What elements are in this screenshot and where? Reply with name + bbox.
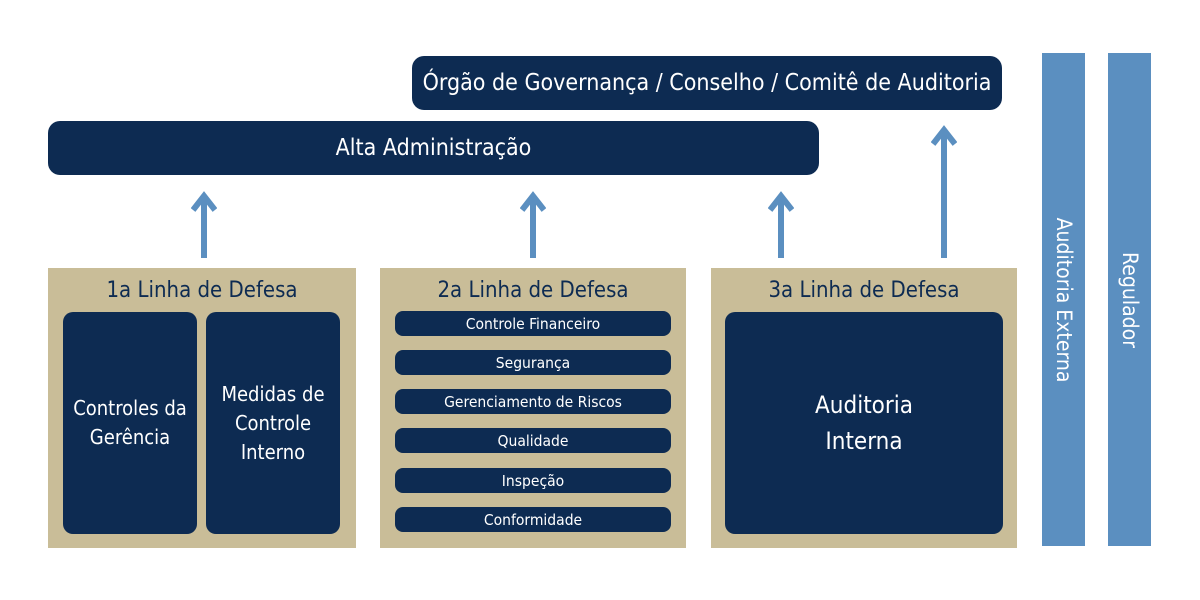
regulator-bar — [1108, 53, 1151, 546]
internal-audit-card: Auditoria Interna — [725, 312, 1003, 534]
list-item: Gerenciamento de Riscos — [395, 389, 671, 414]
panel-title: 2a Linha de Defesa — [437, 278, 629, 303]
arrow-up-icon — [520, 190, 546, 260]
list-item: Segurança — [395, 350, 671, 375]
arrow-up-icon — [768, 190, 794, 260]
panel-title: 3a Linha de Defesa — [768, 278, 960, 303]
list-item: Qualidade — [395, 428, 671, 453]
senior-management-bar-label: Alta Administração — [335, 135, 532, 161]
governance-bar — [412, 56, 1002, 110]
governance-bar-label: Órgão de Governança / Conselho / Comitê de Auditoria — [422, 70, 992, 96]
arrow-up-icon — [931, 124, 957, 260]
list-item: Controle Financeiro — [395, 311, 671, 336]
arrow-up-icon — [191, 190, 217, 260]
list-item: Inspeção — [395, 468, 671, 493]
internal-control-measures-card: Medidas de Controle Interno — [206, 312, 340, 534]
external-audit-label: Auditoria Externa — [1051, 217, 1076, 382]
list-item: Conformidade — [395, 507, 671, 532]
panel-title: 1a Linha de Defesa — [106, 278, 298, 303]
management-controls-card: Controles da Gerência — [63, 312, 197, 534]
senior-management-bar — [48, 121, 819, 175]
external-audit-bar — [1042, 53, 1085, 546]
second-line-of-defense-panel — [380, 268, 686, 548]
third-line-of-defense-panel — [711, 268, 1017, 548]
regulator-label: Regulador — [1117, 251, 1142, 348]
first-line-of-defense-panel — [48, 268, 356, 548]
